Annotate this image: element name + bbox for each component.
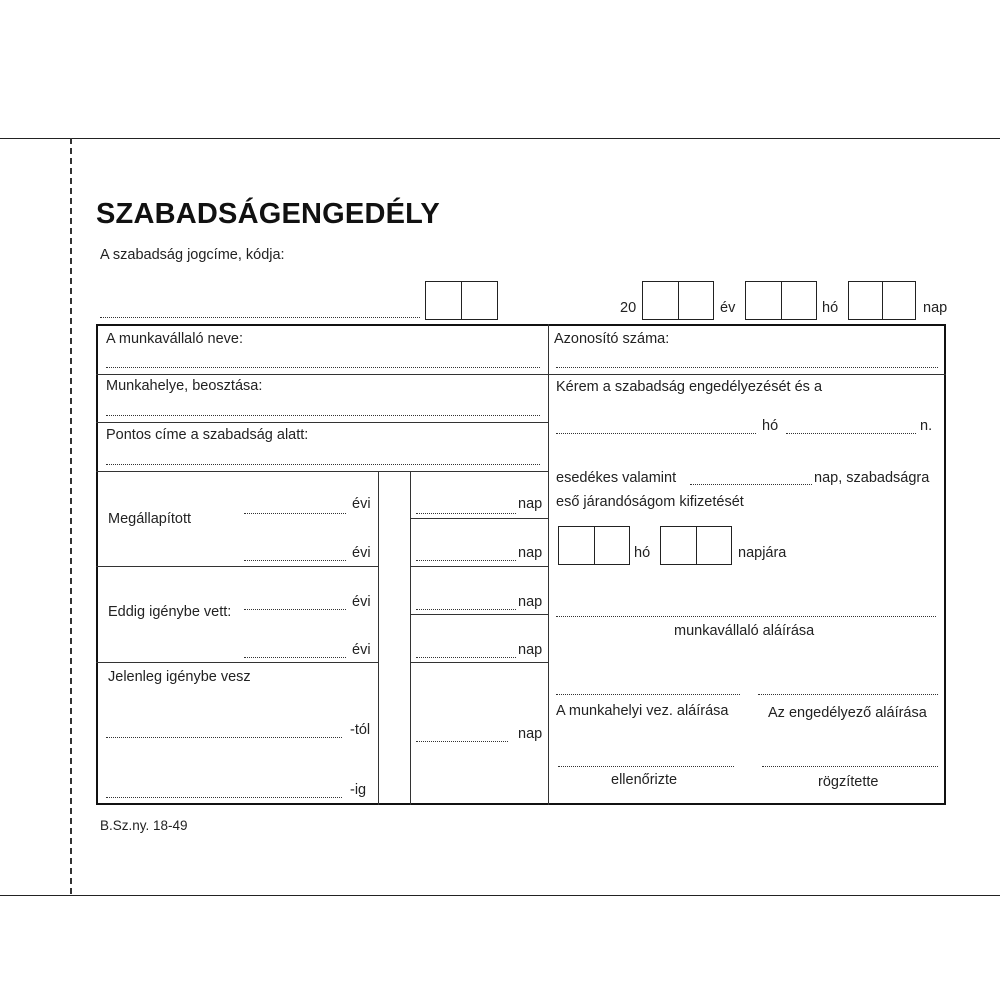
megallapitott-evi-field-2[interactable] [244, 560, 346, 561]
kerem-label: Kérem a szabadság engedélyezését és a [556, 379, 823, 395]
jarandosag-label: eső járandóságom kifizetését [556, 494, 744, 510]
payout-day-box[interactable] [660, 526, 732, 565]
eddig-nap-field-2[interactable] [416, 657, 516, 658]
row-divider [96, 662, 378, 663]
evi-label: évi [352, 594, 371, 610]
engedelyezo-signature-field[interactable] [758, 694, 938, 695]
nap-label: nap [518, 726, 543, 742]
form-title: SZABADSÁGENGEDÉLY [96, 198, 440, 230]
megallapitott-evi-field-1[interactable] [244, 513, 346, 514]
nap-label: nap [518, 545, 543, 561]
esedekes-field[interactable] [690, 484, 812, 485]
jogcime-field[interactable] [100, 317, 420, 318]
cim-field[interactable] [106, 464, 540, 465]
inner-divider-1 [378, 471, 379, 805]
tol-label: -tól [350, 722, 371, 738]
eddig-label: Eddig igénybe vett: [108, 604, 232, 620]
ig-label: -ig [350, 782, 367, 798]
evi-label: évi [352, 496, 371, 512]
kerem-n-field[interactable] [786, 433, 916, 434]
azonosito-label: Azonosító száma: [554, 331, 670, 347]
rogzitette-field[interactable] [762, 766, 938, 767]
megallapitott-nap-field-1[interactable] [416, 513, 516, 514]
row-divider [96, 422, 548, 423]
row-divider [410, 614, 548, 615]
month-label: hó [822, 300, 839, 316]
row-divider [410, 518, 548, 519]
evi-label: évi [352, 642, 371, 658]
tol-field[interactable] [106, 737, 342, 738]
code-box[interactable] [425, 281, 498, 320]
ellenorizte-field[interactable] [558, 766, 734, 767]
perforation-line [70, 138, 72, 894]
year-prefix: 20 [620, 300, 637, 316]
row-divider [96, 471, 548, 472]
row-divider [96, 374, 548, 375]
month-box[interactable] [745, 281, 817, 320]
ig-field[interactable] [106, 797, 342, 798]
napjara-label: napjára [738, 545, 787, 561]
munkahelyi-vez-label: A munkahelyi vez. aláírása [556, 703, 729, 719]
megallapitott-nap-field-2[interactable] [416, 560, 516, 561]
row-divider [410, 662, 548, 663]
munkahely-label: Munkahelye, beosztása: [106, 378, 263, 394]
rogzitette-label: rögzítette [818, 774, 879, 790]
esedekes-prefix: esedékes valamint [556, 470, 677, 486]
eddig-evi-field-1[interactable] [244, 609, 346, 610]
megallapitott-label: Megállapított [108, 511, 192, 527]
munkavallalo-alairasa-label: munkavállaló aláírása [674, 623, 815, 639]
esedekes-suffix: nap, szabadságra [814, 470, 930, 486]
kerem-n-label: n. [920, 418, 933, 434]
kerem-ho-field[interactable] [556, 433, 756, 434]
jelenleg-label: Jelenleg igénybe vesz [108, 669, 251, 685]
nap-label: nap [518, 594, 543, 610]
nap-label: nap [518, 642, 543, 658]
kerem-ho-label: hó [762, 418, 779, 434]
row-divider [96, 566, 378, 567]
eddig-evi-field-2[interactable] [244, 657, 346, 658]
munkavallalo-signature-field[interactable] [556, 616, 936, 617]
row-divider [410, 566, 548, 567]
payout-month-box[interactable] [558, 526, 630, 565]
eddig-nap-field-1[interactable] [416, 609, 516, 610]
ellenorizte-label: ellenőrizte [611, 772, 678, 788]
engedelyezo-label: Az engedélyező aláírása [768, 705, 927, 721]
munkahelyi-vez-signature-field[interactable] [556, 694, 740, 695]
evi-label: évi [352, 545, 371, 561]
day-label: nap [923, 300, 948, 316]
row-divider [548, 374, 946, 375]
nev-label: A munkavállaló neve: [106, 331, 244, 347]
inner-divider-2 [410, 471, 411, 805]
day-box[interactable] [848, 281, 916, 320]
nap-label: nap [518, 496, 543, 512]
year-label: év [720, 300, 736, 316]
jelenleg-nap-field[interactable] [416, 741, 508, 742]
column-divider [548, 324, 549, 805]
jogcime-label: A szabadság jogcíme, kódja: [100, 247, 285, 263]
azonosito-field[interactable] [556, 367, 938, 368]
nev-field[interactable] [106, 367, 540, 368]
munkahely-field[interactable] [106, 415, 540, 416]
year-box[interactable] [642, 281, 714, 320]
payout-ho-label: hó [634, 545, 651, 561]
cim-label: Pontos címe a szabadság alatt: [106, 427, 309, 443]
form-code: B.Sz.ny. 18-49 [100, 818, 188, 833]
